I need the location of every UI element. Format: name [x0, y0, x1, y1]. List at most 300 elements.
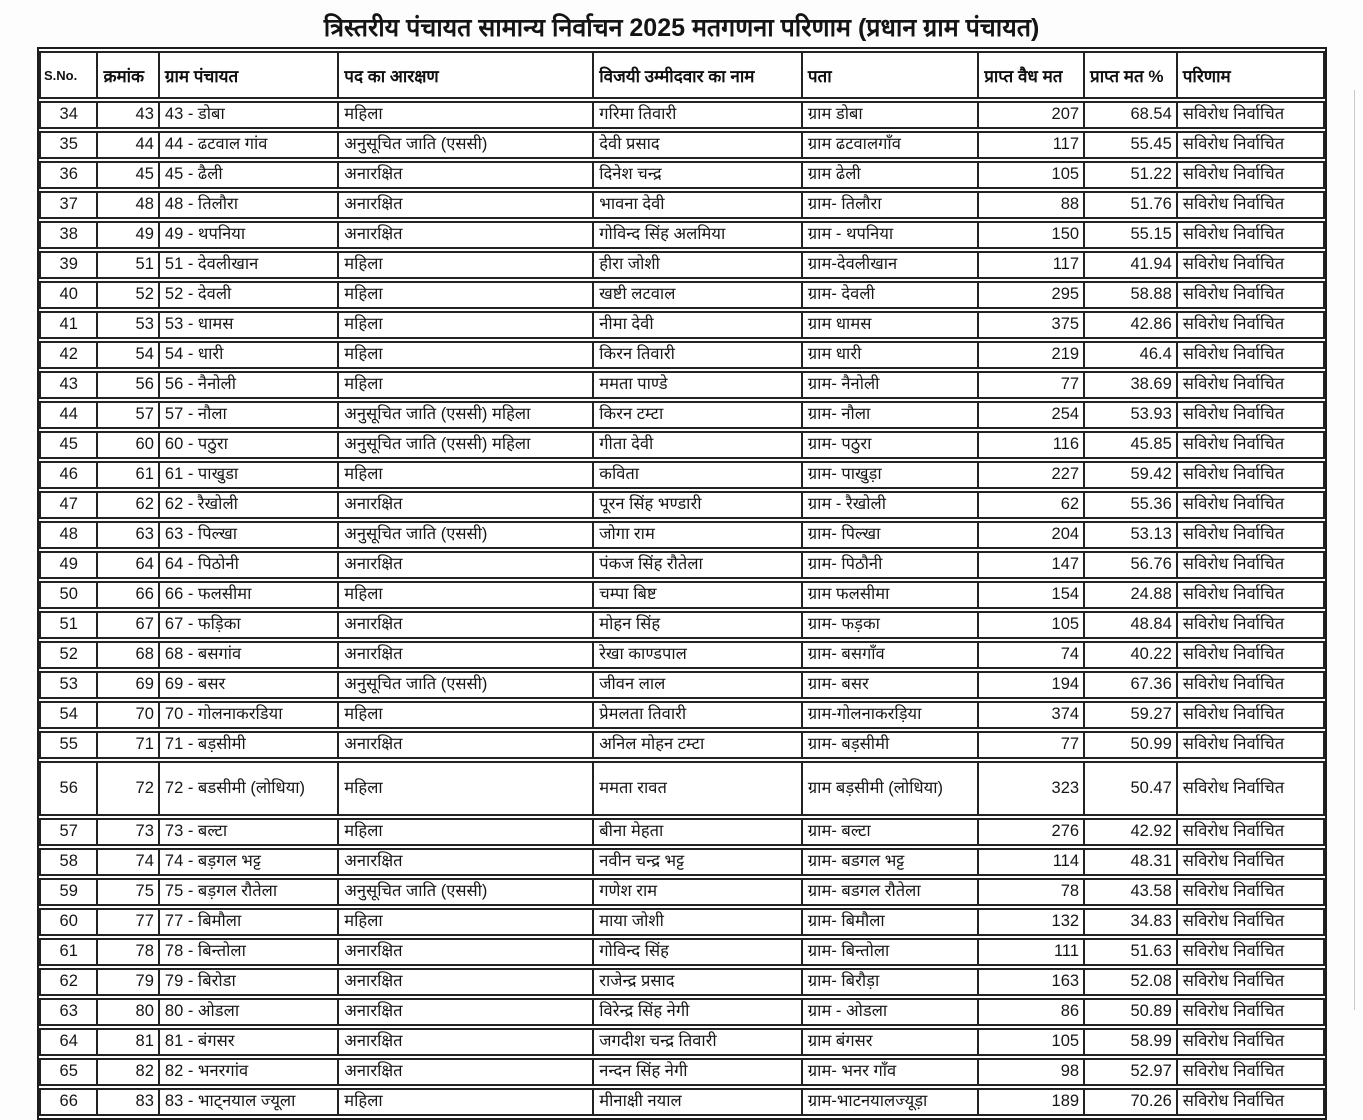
cell-votes: 189: [977, 1088, 1083, 1116]
table-row: [39, 761, 1325, 816]
cell-candidate: गरिमा तिवारी: [592, 101, 801, 129]
table-row: [39, 161, 1325, 189]
cell-parinam: सविरोध निर्वाचित: [1176, 581, 1325, 609]
cell-pata: ग्राम-देवलीखान: [801, 251, 977, 279]
cell-kramank: 83: [96, 1088, 157, 1116]
cell-aarakshan: अनुसूचित जाति (एससी) महिला: [337, 401, 592, 429]
cell-sno: 66: [39, 1088, 96, 1116]
cell-gram_panchayat: 69 - बसर: [158, 671, 337, 699]
cell-parinam: सविरोध निर्वाचित: [1176, 938, 1325, 966]
cell-candidate: गोविन्द सिंह अलमिया: [592, 221, 801, 249]
column-header-aarakshan: पद का आरक्षण: [337, 51, 592, 99]
cell-candidate: मोहन सिंह: [592, 611, 801, 639]
cell-parinam: सविरोध निर्वाचित: [1176, 641, 1325, 669]
cell-sno: 63: [39, 998, 96, 1026]
table-row: [39, 1028, 1325, 1056]
table-row: [39, 848, 1325, 876]
cell-aarakshan: अनारक्षित: [337, 221, 592, 249]
cell-sno: 50: [39, 581, 96, 609]
cell-pata: ग्राम-भाटनयालज्यूड़ा: [801, 1088, 977, 1116]
cell-sno: 65: [39, 1058, 96, 1086]
cell-kramank: 66: [96, 581, 157, 609]
cell-pata: ग्राम- देवली: [801, 281, 977, 309]
cell-kramank: 63: [96, 521, 157, 549]
cell-candidate: किरन तिवारी: [592, 341, 801, 369]
cell-pata: ग्राम- बसगाँव: [801, 641, 977, 669]
cell-candidate: राजेन्द्र प्रसाद: [592, 968, 801, 996]
cell-parinam: सविरोध निर्वाचित: [1176, 998, 1325, 1026]
cell-pct: 67.36: [1083, 671, 1176, 699]
cell-gram_panchayat: 54 - धारी: [158, 341, 337, 369]
cell-gram_panchayat: 72 - बडसीमी (लोधिया): [158, 761, 337, 816]
table-row: [39, 908, 1325, 936]
cell-kramank: 62: [96, 491, 157, 519]
cell-votes: 78: [977, 878, 1083, 906]
cell-kramank: 45: [96, 161, 157, 189]
cell-candidate: चम्पा बिष्ट: [592, 581, 801, 609]
cell-pct: 40.22: [1083, 641, 1176, 669]
cell-pata: ग्राम- बिन्तोला: [801, 938, 977, 966]
cell-aarakshan: अनारक्षित: [337, 998, 592, 1026]
cell-sno: 45: [39, 431, 96, 459]
cell-candidate: पंकज सिंह रौतेला: [592, 551, 801, 579]
cell-gram_panchayat: 51 - देवलीखान: [158, 251, 337, 279]
cell-votes: 154: [977, 581, 1083, 609]
page-title: त्रिस्तरीय पंचायत सामान्य निर्वाचन 2025 मतगणना परिणाम (प्रधान ग्राम पंचायत): [323, 14, 1040, 42]
cell-parinam: सविरोध निर्वाचित: [1176, 191, 1325, 219]
cell-candidate: हीरा जोशी: [592, 251, 801, 279]
cell-aarakshan: अनारक्षित: [337, 641, 592, 669]
cell-votes: 62: [977, 491, 1083, 519]
cell-candidate: प्रेमलता तिवारी: [592, 701, 801, 729]
cell-gram_panchayat: 60 - पठुरा: [158, 431, 337, 459]
cell-kramank: 48: [96, 191, 157, 219]
cell-kramank: 52: [96, 281, 157, 309]
cell-sno: 41: [39, 311, 96, 339]
cell-pct: 43.58: [1083, 878, 1176, 906]
cell-aarakshan: अनारक्षित: [337, 938, 592, 966]
cell-pct: 59.42: [1083, 461, 1176, 489]
cell-votes: 276: [977, 818, 1083, 846]
cell-pata: ग्राम डोबा: [801, 101, 977, 129]
cell-kramank: 73: [96, 818, 157, 846]
cell-aarakshan: अनुसूचित जाति (एससी): [337, 131, 592, 159]
cell-candidate: गीता देवी: [592, 431, 801, 459]
cell-gram_panchayat: 62 - रैखोली: [158, 491, 337, 519]
cell-votes: 114: [977, 848, 1083, 876]
cell-candidate: जीवन लाल: [592, 671, 801, 699]
table-row: [39, 521, 1325, 549]
cell-votes: 105: [977, 1028, 1083, 1056]
cell-pata: ग्राम ढटवालगाँव: [801, 131, 977, 159]
table-row: [39, 341, 1325, 369]
cell-sno: 62: [39, 968, 96, 996]
cell-candidate: बीना मेहता: [592, 818, 801, 846]
cell-pata: ग्राम- नैनोली: [801, 371, 977, 399]
cell-pata: ग्राम- पिठौनी: [801, 551, 977, 579]
cell-parinam: सविरोध निर्वाचित: [1176, 551, 1325, 579]
cell-candidate: अनिल मोहन टम्टा: [592, 731, 801, 759]
cell-parinam: सविरोध निर्वाचित: [1176, 341, 1325, 369]
table-row: [39, 968, 1325, 996]
cell-pct: 51.63: [1083, 938, 1176, 966]
cell-parinam: सविरोध निर्वाचित: [1176, 731, 1325, 759]
cell-pct: 48.84: [1083, 611, 1176, 639]
cell-parinam: सविरोध निर्वाचित: [1176, 161, 1325, 189]
cell-sno: 46: [39, 461, 96, 489]
cell-pct: 55.15: [1083, 221, 1176, 249]
cell-gram_panchayat: 79 - बिरोडा: [158, 968, 337, 996]
cell-gram_panchayat: 71 - बड़सीमी: [158, 731, 337, 759]
cell-pata: ग्राम- फड़का: [801, 611, 977, 639]
cell-parinam: सविरोध निर्वाचित: [1176, 521, 1325, 549]
cell-aarakshan: अनुसूचित जाति (एससी): [337, 671, 592, 699]
cell-pct: 50.99: [1083, 731, 1176, 759]
cell-votes: 227: [977, 461, 1083, 489]
cell-aarakshan: अनारक्षित: [337, 1058, 592, 1086]
cell-pata: ग्राम- बल्टा: [801, 818, 977, 846]
table-row: [39, 551, 1325, 579]
cell-pata: ग्राम- बिमौला: [801, 908, 977, 936]
cell-pct: 34.83: [1083, 908, 1176, 936]
table-row: [39, 731, 1325, 759]
cell-aarakshan: महिला: [337, 908, 592, 936]
cell-votes: 111: [977, 938, 1083, 966]
results-table-container: [37, 47, 1327, 1120]
cell-aarakshan: अनुसूचित जाति (एससी): [337, 521, 592, 549]
cell-parinam: सविरोध निर्वाचित: [1176, 131, 1325, 159]
cell-sno: 59: [39, 878, 96, 906]
cell-sno: 53: [39, 671, 96, 699]
cell-candidate: गणेश राम: [592, 878, 801, 906]
cell-kramank: 56: [96, 371, 157, 399]
cell-pct: 52.97: [1083, 1058, 1176, 1086]
cell-pata: ग्राम- नौला: [801, 401, 977, 429]
cell-aarakshan: महिला: [337, 701, 592, 729]
cell-candidate: देवी प्रसाद: [592, 131, 801, 159]
cell-aarakshan: अनुसूचित जाति (एससी) महिला: [337, 431, 592, 459]
cell-votes: 74: [977, 641, 1083, 669]
cell-candidate: विरेन्द्र सिंह नेगी: [592, 998, 801, 1026]
cell-parinam: सविरोध निर्वाचित: [1176, 101, 1325, 129]
cell-pata: ग्राम ढेली: [801, 161, 977, 189]
cell-parinam: सविरोध निर्वाचित: [1176, 848, 1325, 876]
cell-sno: 42: [39, 341, 96, 369]
cell-kramank: 49: [96, 221, 157, 249]
cell-votes: 374: [977, 701, 1083, 729]
cell-pata: ग्राम बड़सीमी (लोधिया): [801, 761, 977, 816]
cell-pata: ग्राम - ओडला: [801, 998, 977, 1026]
cell-votes: 86: [977, 998, 1083, 1026]
table-row: [39, 701, 1325, 729]
cell-candidate: खष्टी लटवाल: [592, 281, 801, 309]
cell-kramank: 75: [96, 878, 157, 906]
cell-gram_panchayat: 74 - बड़गल भट्ट: [158, 848, 337, 876]
cell-parinam: सविरोध निर्वाचित: [1176, 908, 1325, 936]
cell-candidate: गोविन्द सिंह: [592, 938, 801, 966]
table-row: [39, 311, 1325, 339]
cell-sno: 58: [39, 848, 96, 876]
cell-pct: 41.94: [1083, 251, 1176, 279]
cell-gram_panchayat: 45 - ढैली: [158, 161, 337, 189]
cell-candidate: कविता: [592, 461, 801, 489]
cell-votes: 88: [977, 191, 1083, 219]
cell-sno: 56: [39, 761, 96, 816]
scan-edge-artifact: [1354, 90, 1355, 1010]
cell-kramank: 43: [96, 101, 157, 129]
cell-votes: 147: [977, 551, 1083, 579]
column-header-gram-panchayat: ग्राम पंचायत: [158, 51, 337, 99]
cell-sno: 51: [39, 611, 96, 639]
cell-parinam: सविरोध निर्वाचित: [1176, 311, 1325, 339]
table-row: [39, 818, 1325, 846]
cell-gram_panchayat: 57 - नौला: [158, 401, 337, 429]
cell-candidate: किरन टम्टा: [592, 401, 801, 429]
cell-aarakshan: महिला: [337, 761, 592, 816]
cell-gram_panchayat: 49 - थपनिया: [158, 221, 337, 249]
cell-votes: 219: [977, 341, 1083, 369]
cell-parinam: सविरोध निर्वाचित: [1176, 1028, 1325, 1056]
cell-aarakshan: अनारक्षित: [337, 848, 592, 876]
cell-kramank: 74: [96, 848, 157, 876]
cell-pct: 58.88: [1083, 281, 1176, 309]
cell-pct: 38.69: [1083, 371, 1176, 399]
column-header-pata: पता: [801, 51, 977, 99]
cell-pct: 68.54: [1083, 101, 1176, 129]
cell-kramank: 44: [96, 131, 157, 159]
column-header-candidate: विजयी उम्मीदवार का नाम: [592, 51, 801, 99]
cell-pata: ग्राम फलसीमा: [801, 581, 977, 609]
cell-candidate: माया जोशी: [592, 908, 801, 936]
cell-kramank: 71: [96, 731, 157, 759]
cell-candidate: दिनेश चन्द्र: [592, 161, 801, 189]
cell-aarakshan: अनारक्षित: [337, 161, 592, 189]
cell-sno: 44: [39, 401, 96, 429]
cell-pct: 51.76: [1083, 191, 1176, 219]
cell-pct: 52.08: [1083, 968, 1176, 996]
cell-aarakshan: अनारक्षित: [337, 551, 592, 579]
cell-pct: 53.13: [1083, 521, 1176, 549]
cell-votes: 77: [977, 371, 1083, 399]
cell-votes: 105: [977, 611, 1083, 639]
cell-candidate: जगदीश चन्द्र तिवारी: [592, 1028, 801, 1056]
cell-aarakshan: महिला: [337, 281, 592, 309]
cell-gram_panchayat: 56 - नैनोली: [158, 371, 337, 399]
cell-aarakshan: अनारक्षित: [337, 731, 592, 759]
cell-pct: 59.27: [1083, 701, 1176, 729]
cell-kramank: 80: [96, 998, 157, 1026]
cell-aarakshan: महिला: [337, 818, 592, 846]
cell-sno: 34: [39, 101, 96, 129]
table-row: [39, 431, 1325, 459]
cell-votes: 323: [977, 761, 1083, 816]
table-row: [39, 641, 1325, 669]
cell-aarakshan: महिला: [337, 581, 592, 609]
cell-gram_panchayat: 68 - बसगांव: [158, 641, 337, 669]
cell-candidate: भावना देवी: [592, 191, 801, 219]
cell-votes: 254: [977, 401, 1083, 429]
cell-aarakshan: अनारक्षित: [337, 1028, 592, 1056]
cell-gram_panchayat: 73 - बल्टा: [158, 818, 337, 846]
cell-parinam: सविरोध निर्वाचित: [1176, 761, 1325, 816]
cell-parinam: सविरोध निर्वाचित: [1176, 431, 1325, 459]
cell-parinam: सविरोध निर्वाचित: [1176, 401, 1325, 429]
cell-pct: 53.93: [1083, 401, 1176, 429]
table-row: [39, 581, 1325, 609]
cell-aarakshan: महिला: [337, 461, 592, 489]
cell-aarakshan: अनारक्षित: [337, 191, 592, 219]
cell-sno: 47: [39, 491, 96, 519]
cell-parinam: सविरोध निर्वाचित: [1176, 878, 1325, 906]
table-row: [39, 281, 1325, 309]
cell-pata: ग्राम- पाखुड़ा: [801, 461, 977, 489]
cell-pct: 50.47: [1083, 761, 1176, 816]
cell-pata: ग्राम- बडगल रौतेला: [801, 878, 977, 906]
cell-votes: 194: [977, 671, 1083, 699]
cell-votes: 77: [977, 731, 1083, 759]
cell-votes: 98: [977, 1058, 1083, 1086]
cell-votes: 117: [977, 131, 1083, 159]
cell-votes: 132: [977, 908, 1083, 936]
cell-kramank: 67: [96, 611, 157, 639]
cell-pct: 56.76: [1083, 551, 1176, 579]
table-row: [39, 101, 1325, 129]
cell-aarakshan: महिला: [337, 101, 592, 129]
cell-votes: 117: [977, 251, 1083, 279]
cell-kramank: 81: [96, 1028, 157, 1056]
cell-pata: ग्राम- बसर: [801, 671, 977, 699]
cell-votes: 163: [977, 968, 1083, 996]
column-header-sno: S.No.: [39, 51, 96, 99]
cell-kramank: 60: [96, 431, 157, 459]
table-row: [39, 611, 1325, 639]
table-row: [39, 938, 1325, 966]
table-row: [39, 878, 1325, 906]
table-row: [39, 1088, 1325, 1116]
table-row: [39, 998, 1325, 1026]
cell-sno: 57: [39, 818, 96, 846]
cell-parinam: सविरोध निर्वाचित: [1176, 461, 1325, 489]
table-row: [39, 251, 1325, 279]
cell-kramank: 54: [96, 341, 157, 369]
cell-kramank: 78: [96, 938, 157, 966]
cell-aarakshan: महिला: [337, 311, 592, 339]
cell-sno: 52: [39, 641, 96, 669]
cell-candidate: मीनाक्षी नयाल: [592, 1088, 801, 1116]
table-row: [39, 221, 1325, 249]
column-header-parinam: परिणाम: [1176, 51, 1325, 99]
cell-parinam: सविरोध निर्वाचित: [1176, 281, 1325, 309]
cell-pct: 45.85: [1083, 431, 1176, 459]
cell-candidate: नन्दन सिंह नेगी: [592, 1058, 801, 1086]
table-header: [39, 51, 1325, 99]
table-row: [39, 401, 1325, 429]
cell-sno: 64: [39, 1028, 96, 1056]
cell-sno: 38: [39, 221, 96, 249]
cell-pct: 55.36: [1083, 491, 1176, 519]
cell-sno: 55: [39, 731, 96, 759]
table-row: [39, 371, 1325, 399]
cell-aarakshan: महिला: [337, 1088, 592, 1116]
cell-pata: ग्राम- तिलौरा: [801, 191, 977, 219]
cell-pata: ग्राम- बडगल भट्ट: [801, 848, 977, 876]
cell-sno: 40: [39, 281, 96, 309]
cell-gram_panchayat: 78 - बिन्तोला: [158, 938, 337, 966]
cell-sno: 61: [39, 938, 96, 966]
cell-candidate: नीमा देवी: [592, 311, 801, 339]
table-row: [39, 1058, 1325, 1086]
cell-sno: 37: [39, 191, 96, 219]
column-header-kramank: क्रमांक: [96, 51, 157, 99]
cell-gram_panchayat: 70 - गोलनाकरडिया: [158, 701, 337, 729]
cell-sno: 39: [39, 251, 96, 279]
cell-gram_panchayat: 66 - फलसीमा: [158, 581, 337, 609]
header-row: [39, 51, 1325, 99]
column-header-votes: प्राप्त वैध मत: [977, 51, 1083, 99]
cell-aarakshan: महिला: [337, 251, 592, 279]
cell-kramank: 69: [96, 671, 157, 699]
cell-sno: 54: [39, 701, 96, 729]
cell-votes: 116: [977, 431, 1083, 459]
cell-votes: 204: [977, 521, 1083, 549]
cell-pata: ग्राम - रैखोली: [801, 491, 977, 519]
cell-parinam: सविरोध निर्वाचित: [1176, 818, 1325, 846]
cell-votes: 150: [977, 221, 1083, 249]
cell-sno: 35: [39, 131, 96, 159]
cell-kramank: 53: [96, 311, 157, 339]
cell-gram_panchayat: 64 - पिठोनी: [158, 551, 337, 579]
cell-pata: ग्राम बंगसर: [801, 1028, 977, 1056]
cell-parinam: सविरोध निर्वाचित: [1176, 371, 1325, 399]
cell-parinam: सविरोध निर्वाचित: [1176, 701, 1325, 729]
cell-gram_panchayat: 67 - फड़िका: [158, 611, 337, 639]
table-row: [39, 461, 1325, 489]
cell-pct: 48.31: [1083, 848, 1176, 876]
cell-kramank: 51: [96, 251, 157, 279]
cell-gram_panchayat: 61 - पाखुडा: [158, 461, 337, 489]
cell-sno: 60: [39, 908, 96, 936]
cell-kramank: 57: [96, 401, 157, 429]
cell-pata: ग्राम-गोलनाकरड़िया: [801, 701, 977, 729]
cell-pct: 24.88: [1083, 581, 1176, 609]
cell-parinam: सविरोध निर्वाचित: [1176, 251, 1325, 279]
cell-pata: ग्राम- पठुरा: [801, 431, 977, 459]
cell-pata: ग्राम धारी: [801, 341, 977, 369]
cell-gram_panchayat: 44 - ढटवाल गांव: [158, 131, 337, 159]
column-header-pct: प्राप्त मत %: [1083, 51, 1176, 99]
cell-aarakshan: अनारक्षित: [337, 968, 592, 996]
cell-pct: 42.92: [1083, 818, 1176, 846]
cell-sno: 36: [39, 161, 96, 189]
cell-kramank: 68: [96, 641, 157, 669]
cell-parinam: सविरोध निर्वाचित: [1176, 221, 1325, 249]
cell-parinam: सविरोध निर्वाचित: [1176, 491, 1325, 519]
cell-gram_panchayat: 81 - बंगसर: [158, 1028, 337, 1056]
cell-aarakshan: महिला: [337, 341, 592, 369]
cell-gram_panchayat: 43 - डोबा: [158, 101, 337, 129]
cell-kramank: 64: [96, 551, 157, 579]
cell-kramank: 79: [96, 968, 157, 996]
cell-gram_panchayat: 52 - देवली: [158, 281, 337, 309]
cell-candidate: जोगा राम: [592, 521, 801, 549]
cell-parinam: सविरोध निर्वाचित: [1176, 1058, 1325, 1086]
cell-parinam: सविरोध निर्वाचित: [1176, 671, 1325, 699]
cell-sno: 48: [39, 521, 96, 549]
cell-parinam: सविरोध निर्वाचित: [1176, 1088, 1325, 1116]
table-row: [39, 131, 1325, 159]
cell-votes: 207: [977, 101, 1083, 129]
table-row: [39, 671, 1325, 699]
